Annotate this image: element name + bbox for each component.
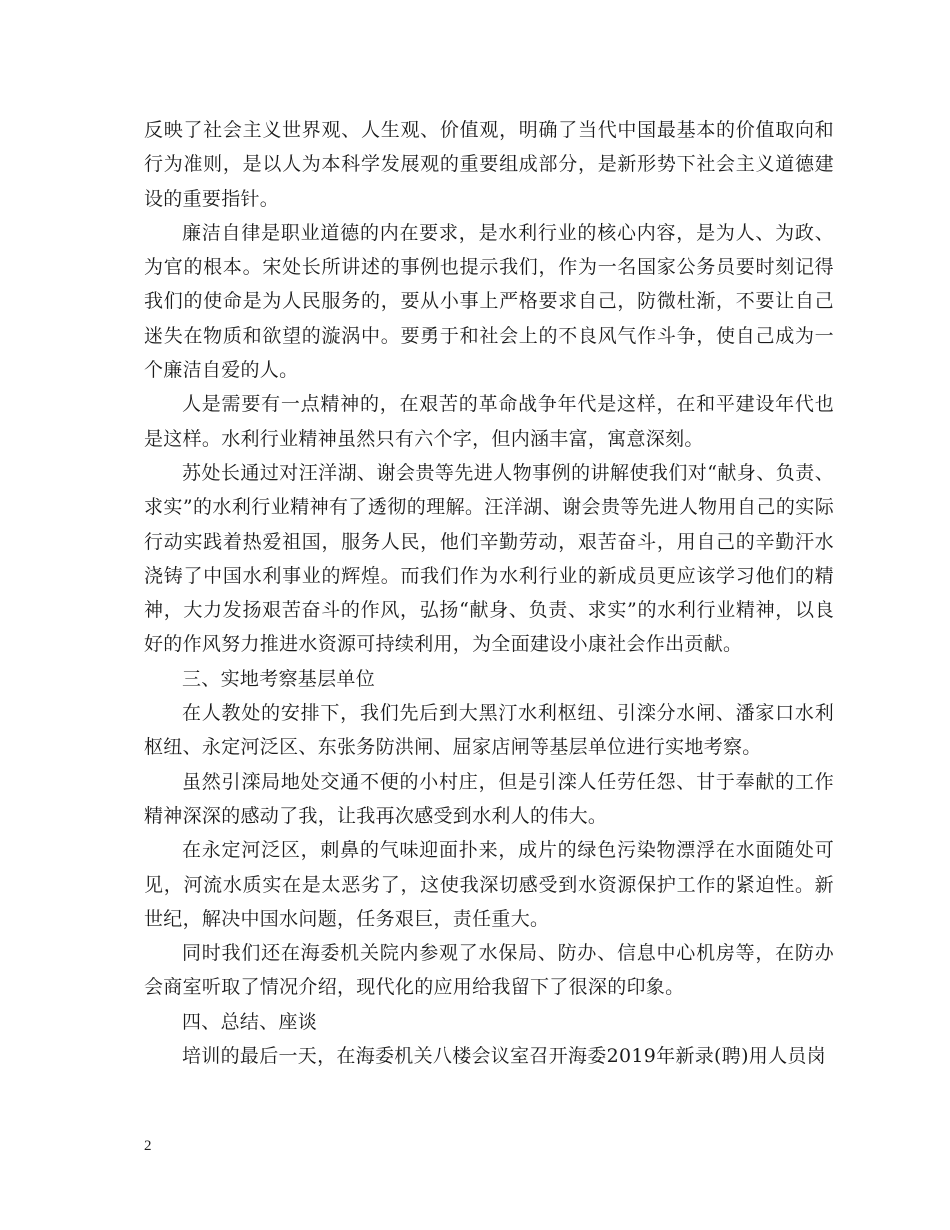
document-body bbox=[144, 113, 834, 1073]
paragraph-6: 虽然引滦局地处交通不便的小村庄，但是引滦人任劳任怨、甘于奉献的工作精神深深的感动了我，让我再次感受到水利人的伟大。 bbox=[144, 770, 834, 827]
paragraph-1: 反映了社会主义世界观、人生观、价值观，明确了当代中国最基本的价值取向和行为准则，是以人为本科学发展观的重要组成部分，是新形势下社会主义道德建设的重要指针。 bbox=[144, 119, 834, 210]
paragraph-8: 同时我们还在海委机关院内参观了水保局、防办、信息中心机房等，在防办会商室听取了情况介绍，现代化的应用给我留下了很深的印象。 bbox=[144, 942, 834, 999]
page-number: 2 bbox=[144, 1138, 152, 1154]
paragraph-3: 人是需要有一点精神的，在艰苦的革命战争年代是这样，在和平建设年代也是这样。水利行业精神虽然只有六个字，但内涵丰富，寓意深刻。 bbox=[144, 393, 834, 450]
paragraph-4: 苏处长通过对汪洋湖、谢会贵等先进人物事例的讲解使我们对“献身、负责、求实”的水利行业精神有了透彻的理解。汪洋湖、谢会贵等先进人物用自己的实际行动实践着热爱祖国，服务人民，他们辛勤劳动，艰苦奋斗，用自己的辛勤汗水浇铸了中国水利事业的辉煌。而我们作为水利行业的新成员更应该学习他们的精神，大力发扬艰苦奋斗的作风，弘扬“献身、负责、求实”的水利行业精神，以良好的作风努力推进水资源可持续利用，为全面建设小康社会作出贡献。 bbox=[144, 461, 834, 656]
paragraph-2: 廉洁自律是职业道德的内在要求，是水利行业的核心内容，是为人、为政、为官的根本。宋处长所讲述的事例也提示我们，作为一名国家公务员要时刻记得我们的使命是为人民服务的，要从小事上严格要求自己，防微杜渐，不要让自己迷失在物质和欲望的漩涡中。要勇于和社会上的不良风气作斗争，使自己成为一个廉洁自爱的人。 bbox=[144, 221, 834, 382]
paragraph-7: 在永定河泛区，刺鼻的气味迎面扑来，成片的绿色污染物漂浮在水面随处可见，河流水质实在是太恶劣了，这使我深切感受到水资源保护工作的紧迫性。新世纪，解决中国水问题，任务艰巨，责任重大。 bbox=[144, 839, 834, 930]
paragraph-5: 在人教处的安排下，我们先后到大黑汀水利枢纽、引滦分水闸、潘家口水利枢纽、永定河泛区、东张务防洪闸、屈家店闸等基层单位进行实地考察。 bbox=[144, 702, 834, 759]
paragraph-9: 培训的最后一天，在海委机关八楼会议室召开海委2019年新录(聘)用人员岗 bbox=[182, 1045, 826, 1068]
section-heading-4: 四、总结、座谈 bbox=[182, 1010, 318, 1033]
section-heading-3: 三、实地考察基层单位 bbox=[182, 667, 376, 690]
